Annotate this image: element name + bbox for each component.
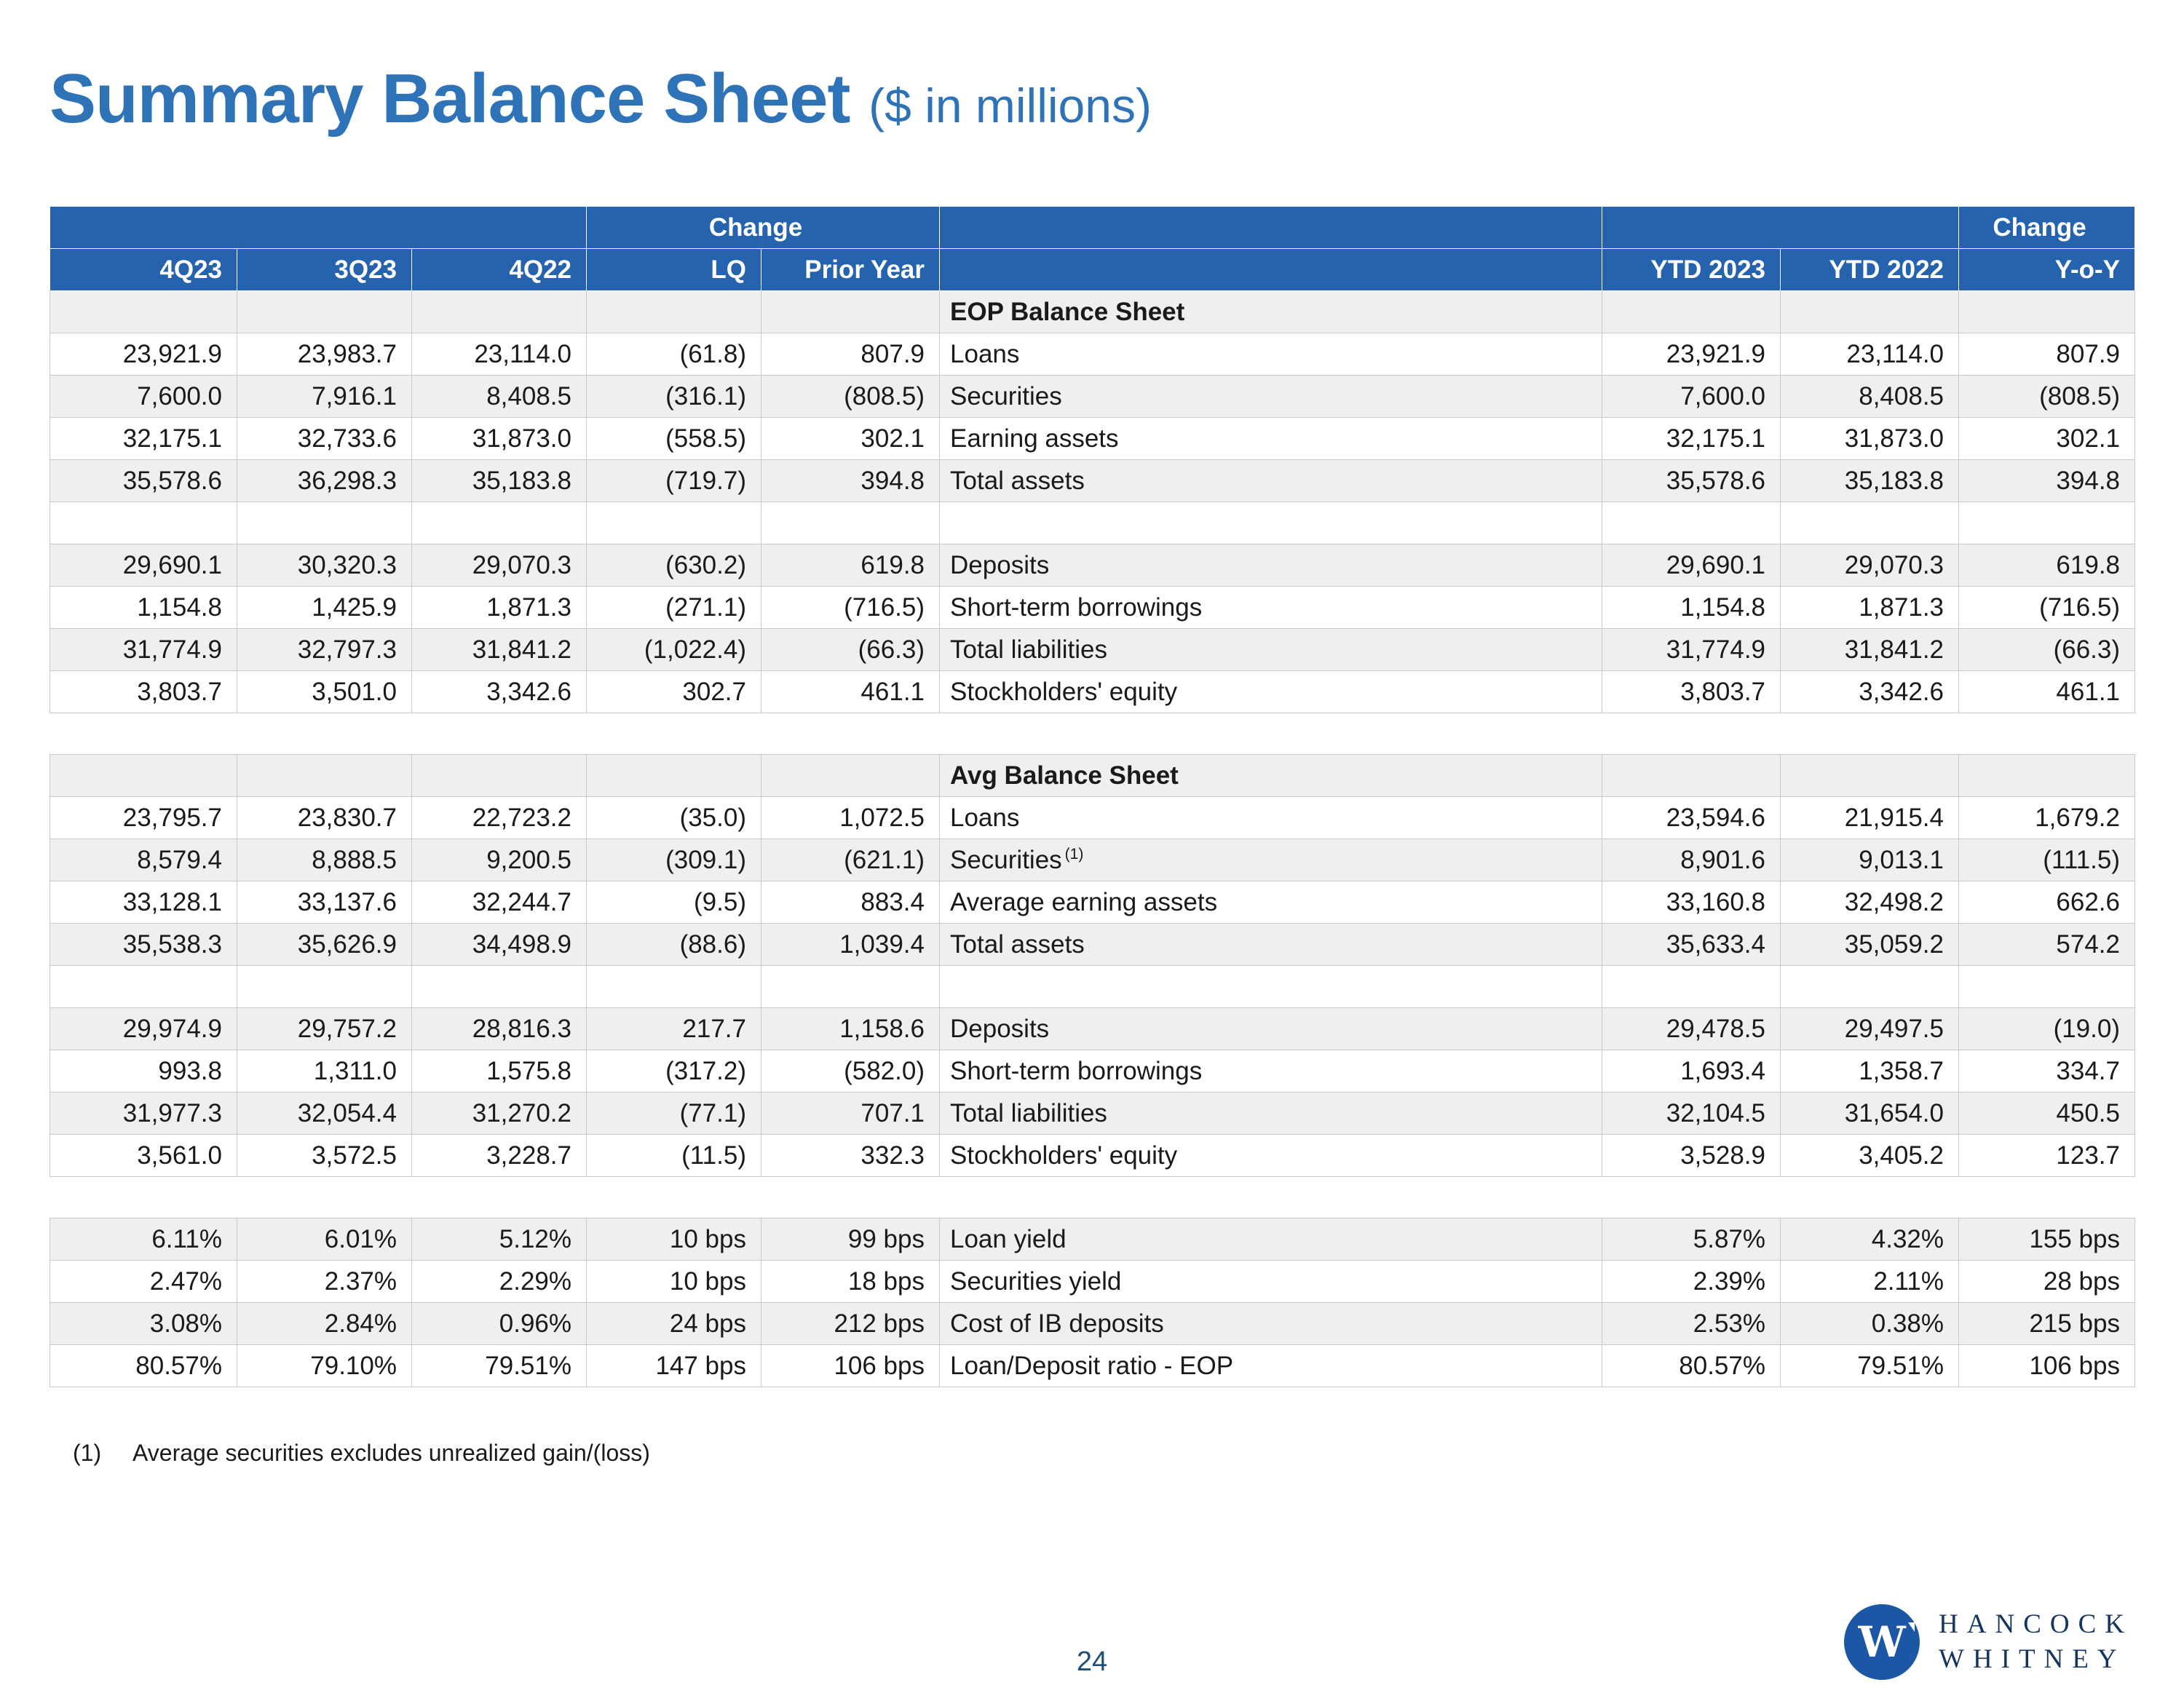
value-cell: 707.1 xyxy=(761,1093,940,1135)
row-label: Loans xyxy=(940,333,1602,376)
value-cell: 461.1 xyxy=(761,671,940,713)
value-cell: (716.5) xyxy=(1959,587,2135,629)
value-cell: 4.32% xyxy=(1781,1218,1959,1261)
value-cell: 1,154.8 xyxy=(50,587,237,629)
data-row xyxy=(50,587,2135,629)
value-cell: 807.9 xyxy=(1959,333,2135,376)
value-cell: (719.7) xyxy=(587,460,761,502)
value-cell: 23,594.6 xyxy=(1602,797,1781,839)
value-cell: (309.1) xyxy=(587,839,761,881)
logo-wordmark xyxy=(1939,1607,2133,1677)
value-cell: 1,693.4 xyxy=(1602,1050,1781,1093)
value-cell: 993.8 xyxy=(50,1050,237,1093)
row-label: Total liabilities xyxy=(940,1093,1602,1135)
value-cell: 3,228.7 xyxy=(412,1135,587,1177)
value-cell: 32,498.2 xyxy=(1781,881,1959,924)
row-label: EOP Balance Sheet xyxy=(940,291,1602,333)
value-cell: 23,795.7 xyxy=(50,797,237,839)
value-cell: (582.0) xyxy=(761,1050,940,1093)
value-cell xyxy=(1602,755,1781,797)
value-cell: 80.57% xyxy=(1602,1345,1781,1387)
row-label: Deposits xyxy=(940,544,1602,587)
value-cell xyxy=(237,966,412,1008)
footnote-marker: (1) xyxy=(73,1440,102,1466)
value-cell xyxy=(50,291,237,333)
value-cell xyxy=(412,502,587,544)
value-cell: 461.1 xyxy=(1959,671,2135,713)
value-cell: 36,298.3 xyxy=(237,460,412,502)
value-cell: 31,774.9 xyxy=(50,629,237,671)
value-cell: (716.5) xyxy=(761,587,940,629)
value-cell: 31,654.0 xyxy=(1781,1093,1959,1135)
value-cell: (558.5) xyxy=(587,418,761,460)
value-cell: 29,070.3 xyxy=(1781,544,1959,587)
value-cell xyxy=(412,291,587,333)
value-cell: 8,579.4 xyxy=(50,839,237,881)
value-cell xyxy=(237,502,412,544)
logo-monogram: W xyxy=(1858,1617,1906,1667)
value-cell: 450.5 xyxy=(1959,1093,2135,1135)
avg-balance-sheet xyxy=(50,754,2135,1177)
value-cell: 217.7 xyxy=(587,1008,761,1050)
row-label: Total assets xyxy=(940,924,1602,966)
value-cell: 3,561.0 xyxy=(50,1135,237,1177)
value-cell: 1,158.6 xyxy=(761,1008,940,1050)
logo-line-hancock: HANCOCK xyxy=(1939,1609,2133,1639)
value-cell: 6.11% xyxy=(50,1218,237,1261)
data-row xyxy=(50,629,2135,671)
row-label: Average earning assets xyxy=(940,881,1602,924)
value-cell: 32,733.6 xyxy=(237,418,412,460)
value-cell: 79.51% xyxy=(1781,1345,1959,1387)
value-cell xyxy=(587,966,761,1008)
value-cell: 31,841.2 xyxy=(1781,629,1959,671)
value-cell xyxy=(237,755,412,797)
value-cell: 10 bps xyxy=(587,1261,761,1303)
value-cell: 619.8 xyxy=(1959,544,2135,587)
value-cell: 35,633.4 xyxy=(1602,924,1781,966)
data-row xyxy=(50,1008,2135,1050)
value-cell: 2.11% xyxy=(1781,1261,1959,1303)
data-row xyxy=(50,333,2135,376)
row-label: Loans xyxy=(940,797,1602,839)
value-cell: (77.1) xyxy=(587,1093,761,1135)
value-cell: 2.84% xyxy=(237,1303,412,1345)
data-row xyxy=(50,1303,2135,1345)
row-label: Avg Balance Sheet xyxy=(940,755,1602,797)
value-cell: 1,871.3 xyxy=(1781,587,1959,629)
value-cell: 662.6 xyxy=(1959,881,2135,924)
value-cell: 7,600.0 xyxy=(1602,376,1781,418)
value-cell: 23,983.7 xyxy=(237,333,412,376)
column-header: YTD 2023 xyxy=(1602,249,1781,291)
value-cell: (19.0) xyxy=(1959,1008,2135,1050)
data-row xyxy=(50,797,2135,839)
value-cell: 31,977.3 xyxy=(50,1093,237,1135)
value-cell: (35.0) xyxy=(587,797,761,839)
value-cell: 6.01% xyxy=(237,1218,412,1261)
value-cell: 1,679.2 xyxy=(1959,797,2135,839)
data-row xyxy=(50,376,2135,418)
value-cell: 9,013.1 xyxy=(1781,839,1959,881)
value-cell: (9.5) xyxy=(587,881,761,924)
value-cell: 34,498.9 xyxy=(412,924,587,966)
value-cell: 1,072.5 xyxy=(761,797,940,839)
value-cell: 1,154.8 xyxy=(1602,587,1781,629)
header-spacer xyxy=(1602,207,1959,249)
value-cell: 29,070.3 xyxy=(412,544,587,587)
value-cell: 22,723.2 xyxy=(412,797,587,839)
value-cell: 2.39% xyxy=(1602,1261,1781,1303)
yields-and-ratios xyxy=(50,1218,2135,1387)
column-header: YTD 2022 xyxy=(1781,249,1959,291)
value-cell xyxy=(761,291,940,333)
value-cell: 883.4 xyxy=(761,881,940,924)
value-cell: 31,841.2 xyxy=(412,629,587,671)
value-cell: 80.57% xyxy=(50,1345,237,1387)
column-header: 3Q23 xyxy=(237,249,412,291)
value-cell: 23,921.9 xyxy=(1602,333,1781,376)
value-cell xyxy=(1781,755,1959,797)
value-cell: 215 bps xyxy=(1959,1303,2135,1345)
logo-w-icon xyxy=(1844,1604,1920,1680)
value-cell: 2.53% xyxy=(1602,1303,1781,1345)
value-cell: 106 bps xyxy=(761,1345,940,1387)
column-header-spacer xyxy=(940,249,1602,291)
value-cell: 29,478.5 xyxy=(1602,1008,1781,1050)
header-change-row xyxy=(50,207,2135,249)
column-header: Y-o-Y xyxy=(1959,249,2135,291)
value-cell: (88.6) xyxy=(587,924,761,966)
value-cell: 32,244.7 xyxy=(412,881,587,924)
value-cell: 8,888.5 xyxy=(237,839,412,881)
value-cell: 3,572.5 xyxy=(237,1135,412,1177)
value-cell: 29,690.1 xyxy=(50,544,237,587)
page-number: 24 xyxy=(1076,1646,1108,1677)
row-label xyxy=(940,502,1602,544)
value-cell: 3,501.0 xyxy=(237,671,412,713)
value-cell xyxy=(1959,291,2135,333)
value-cell: 332.3 xyxy=(761,1135,940,1177)
value-cell xyxy=(1959,755,2135,797)
value-cell: 619.8 xyxy=(761,544,940,587)
row-label: Total assets xyxy=(940,460,1602,502)
row-label: Securities $^{(1)}$ xyxy=(940,839,1602,881)
value-cell: 3,342.6 xyxy=(1781,671,1959,713)
value-cell: 31,774.9 xyxy=(1602,629,1781,671)
value-cell xyxy=(1602,966,1781,1008)
data-row xyxy=(50,1135,2135,1177)
value-cell: 334.7 xyxy=(1959,1050,2135,1093)
value-cell: 31,873.0 xyxy=(412,418,587,460)
value-cell xyxy=(1781,502,1959,544)
value-cell: 807.9 xyxy=(761,333,940,376)
data-row xyxy=(50,671,2135,713)
value-cell: 1,311.0 xyxy=(237,1050,412,1093)
value-cell: 5.12% xyxy=(412,1218,587,1261)
value-cell: (316.1) xyxy=(587,376,761,418)
value-cell: 8,408.5 xyxy=(1781,376,1959,418)
value-cell: 32,054.4 xyxy=(237,1093,412,1135)
data-row xyxy=(50,460,2135,502)
value-cell: 29,690.1 xyxy=(1602,544,1781,587)
value-cell: 1,425.9 xyxy=(237,587,412,629)
spacer-row xyxy=(50,966,2135,1008)
value-cell xyxy=(761,755,940,797)
value-cell: 2.37% xyxy=(237,1261,412,1303)
row-label: Cost of IB deposits xyxy=(940,1303,1602,1345)
value-cell: 35,183.8 xyxy=(1781,460,1959,502)
value-cell: 3,803.7 xyxy=(1602,671,1781,713)
value-cell: 31,270.2 xyxy=(412,1093,587,1135)
value-cell xyxy=(587,502,761,544)
value-cell: 1,358.7 xyxy=(1781,1050,1959,1093)
value-cell: 18 bps xyxy=(761,1261,940,1303)
value-cell: 79.10% xyxy=(237,1345,412,1387)
row-label: Total liabilities xyxy=(940,629,1602,671)
value-cell: 24 bps xyxy=(587,1303,761,1345)
data-row xyxy=(50,881,2135,924)
value-cell: 302.1 xyxy=(761,418,940,460)
value-cell: 123.7 xyxy=(1959,1135,2135,1177)
value-cell: 394.8 xyxy=(1959,460,2135,502)
value-cell: (66.3) xyxy=(1959,629,2135,671)
value-cell: 3,405.2 xyxy=(1781,1135,1959,1177)
value-cell: 2.47% xyxy=(50,1261,237,1303)
value-cell: 79.51% xyxy=(412,1345,587,1387)
logo-line-whitney: WHITNEY xyxy=(1939,1644,2126,1674)
value-cell: 35,578.6 xyxy=(1602,460,1781,502)
value-cell xyxy=(1602,291,1781,333)
value-cell xyxy=(412,966,587,1008)
value-cell: 32,797.3 xyxy=(237,629,412,671)
value-cell: 1,575.8 xyxy=(412,1050,587,1093)
value-cell: 0.96% xyxy=(412,1303,587,1345)
data-row xyxy=(50,839,2135,881)
value-cell: 10 bps xyxy=(587,1218,761,1261)
value-cell: 2.29% xyxy=(412,1261,587,1303)
value-cell: 35,059.2 xyxy=(1781,924,1959,966)
row-label: Short-term borrowings xyxy=(940,1050,1602,1093)
value-cell: 394.8 xyxy=(761,460,940,502)
value-cell: 3,528.9 xyxy=(1602,1135,1781,1177)
data-row xyxy=(50,1050,2135,1093)
row-label: Short-term borrowings xyxy=(940,587,1602,629)
value-cell xyxy=(1959,502,2135,544)
data-row xyxy=(50,544,2135,587)
row-label: Deposits xyxy=(940,1008,1602,1050)
row-label: Stockholders' equity xyxy=(940,1135,1602,1177)
value-cell: 32,175.1 xyxy=(1602,418,1781,460)
value-cell: 8,901.6 xyxy=(1602,839,1781,881)
value-cell: 23,114.0 xyxy=(1781,333,1959,376)
value-cell xyxy=(587,291,761,333)
value-cell: (66.3) xyxy=(761,629,940,671)
footnote-reference: (1) xyxy=(1064,845,1084,863)
value-cell: 35,578.6 xyxy=(50,460,237,502)
value-cell: 35,626.9 xyxy=(237,924,412,966)
value-cell: 9,200.5 xyxy=(412,839,587,881)
data-row xyxy=(50,1093,2135,1135)
eop-balance-sheet xyxy=(50,206,2135,713)
section-header-row xyxy=(50,755,2135,797)
value-cell: (61.8) xyxy=(587,333,761,376)
column-header: 4Q22 xyxy=(412,249,587,291)
value-cell xyxy=(412,755,587,797)
value-cell: 3,803.7 xyxy=(50,671,237,713)
footnote-text: Average securities excludes unrealized gain/(loss) xyxy=(132,1440,650,1466)
value-cell: (1,022.4) xyxy=(587,629,761,671)
column-header: Prior Year xyxy=(761,249,940,291)
value-cell: 21,915.4 xyxy=(1781,797,1959,839)
value-cell xyxy=(50,755,237,797)
value-cell xyxy=(50,966,237,1008)
value-cell: 3.08% xyxy=(50,1303,237,1345)
value-cell: 33,128.1 xyxy=(50,881,237,924)
row-label: Earning assets xyxy=(940,418,1602,460)
section-header-row xyxy=(50,291,2135,333)
value-cell: 28,816.3 xyxy=(412,1008,587,1050)
value-cell: 302.7 xyxy=(587,671,761,713)
value-cell: 1,871.3 xyxy=(412,587,587,629)
value-cell: 23,921.9 xyxy=(50,333,237,376)
value-cell: 212 bps xyxy=(761,1303,940,1345)
value-cell: 33,160.8 xyxy=(1602,881,1781,924)
header-spacer xyxy=(940,207,1602,249)
value-cell: 28 bps xyxy=(1959,1261,2135,1303)
value-cell: 23,114.0 xyxy=(412,333,587,376)
change-group-header: Change xyxy=(1959,207,2135,249)
value-cell: 32,104.5 xyxy=(1602,1093,1781,1135)
value-cell: (11.5) xyxy=(587,1135,761,1177)
value-cell: 32,175.1 xyxy=(50,418,237,460)
value-cell: (317.2) xyxy=(587,1050,761,1093)
value-cell xyxy=(50,502,237,544)
value-cell: 106 bps xyxy=(1959,1345,2135,1387)
value-cell: (630.2) xyxy=(587,544,761,587)
value-cell: 5.87% xyxy=(1602,1218,1781,1261)
value-cell: 29,757.2 xyxy=(237,1008,412,1050)
value-cell: 3,342.6 xyxy=(412,671,587,713)
value-cell: 31,873.0 xyxy=(1781,418,1959,460)
row-label: Loan/Deposit ratio - EOP xyxy=(940,1345,1602,1387)
value-cell: (808.5) xyxy=(761,376,940,418)
value-cell: 7,600.0 xyxy=(50,376,237,418)
value-cell: 7,916.1 xyxy=(237,376,412,418)
balance-sheet-tables xyxy=(50,206,2134,1387)
row-label: Securities xyxy=(940,376,1602,418)
header-spacer xyxy=(50,207,587,249)
value-cell: 35,538.3 xyxy=(50,924,237,966)
value-cell: (808.5) xyxy=(1959,376,2135,418)
value-cell: 23,830.7 xyxy=(237,797,412,839)
page-title-text: Summary Balance Sheet xyxy=(50,60,850,138)
data-row xyxy=(50,1218,2135,1261)
change-group-header: Change xyxy=(587,207,940,249)
data-row xyxy=(50,1345,2135,1387)
page-title xyxy=(50,60,1152,138)
value-cell: 147 bps xyxy=(587,1345,761,1387)
value-cell xyxy=(1781,291,1959,333)
data-row xyxy=(50,418,2135,460)
value-cell: 29,497.5 xyxy=(1781,1008,1959,1050)
value-cell: 574.2 xyxy=(1959,924,2135,966)
column-header-row xyxy=(50,249,2135,291)
value-cell: 35,183.8 xyxy=(412,460,587,502)
hancock-whitney-logo xyxy=(1844,1604,2133,1680)
value-cell: 8,408.5 xyxy=(412,376,587,418)
value-cell: 30,320.3 xyxy=(237,544,412,587)
value-cell xyxy=(761,966,940,1008)
row-label xyxy=(940,966,1602,1008)
value-cell xyxy=(587,755,761,797)
value-cell: 99 bps xyxy=(761,1218,940,1261)
data-row xyxy=(50,1261,2135,1303)
data-row xyxy=(50,924,2135,966)
value-cell: 0.38% xyxy=(1781,1303,1959,1345)
row-label: Stockholders' equity xyxy=(940,671,1602,713)
value-cell xyxy=(1781,966,1959,1008)
column-header: LQ xyxy=(587,249,761,291)
row-label: Loan yield xyxy=(940,1218,1602,1261)
value-cell: 302.1 xyxy=(1959,418,2135,460)
spacer-row xyxy=(50,502,2135,544)
value-cell: 155 bps xyxy=(1959,1218,2135,1261)
value-cell: (111.5) xyxy=(1959,839,2135,881)
value-cell xyxy=(1959,966,2135,1008)
footnote xyxy=(73,1440,650,1467)
value-cell: (271.1) xyxy=(587,587,761,629)
row-label: Securities yield xyxy=(940,1261,1602,1303)
value-cell xyxy=(761,502,940,544)
value-cell: (621.1) xyxy=(761,839,940,881)
value-cell xyxy=(237,291,412,333)
value-cell: 1,039.4 xyxy=(761,924,940,966)
value-cell: 29,974.9 xyxy=(50,1008,237,1050)
page-title-units: ($ in millions) xyxy=(869,79,1152,132)
column-header: 4Q23 xyxy=(50,249,237,291)
value-cell xyxy=(1602,502,1781,544)
value-cell: 33,137.6 xyxy=(237,881,412,924)
